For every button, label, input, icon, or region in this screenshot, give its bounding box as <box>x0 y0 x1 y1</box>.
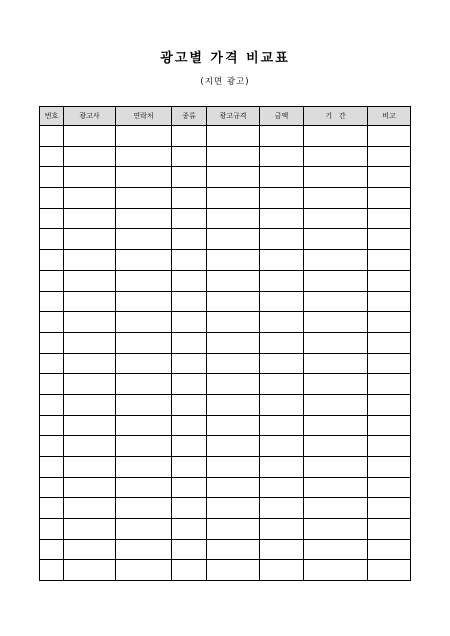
table-cell[interactable] <box>64 291 116 312</box>
table-cell[interactable] <box>40 498 64 519</box>
table-cell[interactable] <box>116 436 172 457</box>
table-cell[interactable] <box>368 415 411 436</box>
table-cell[interactable] <box>64 436 116 457</box>
table-cell[interactable] <box>40 477 64 498</box>
table-cell[interactable] <box>172 519 207 540</box>
table-cell[interactable] <box>64 312 116 333</box>
table-cell[interactable] <box>64 498 116 519</box>
table-cell[interactable] <box>116 353 172 374</box>
table-cell[interactable] <box>40 415 64 436</box>
table-cell[interactable] <box>368 560 411 581</box>
table-row <box>40 208 411 229</box>
table-cell[interactable] <box>260 332 304 353</box>
table-cell[interactable] <box>40 312 64 333</box>
table-cell[interactable] <box>172 498 207 519</box>
table-cell[interactable] <box>207 477 260 498</box>
table-cell[interactable] <box>116 208 172 229</box>
table-header-row <box>40 107 411 126</box>
table-cell[interactable] <box>40 374 64 395</box>
table-cell[interactable] <box>368 188 411 209</box>
table-cell[interactable] <box>172 250 207 271</box>
table-cell[interactable] <box>260 188 304 209</box>
table-cell[interactable] <box>172 374 207 395</box>
table-cell[interactable] <box>207 457 260 478</box>
table-cell[interactable] <box>207 498 260 519</box>
document-title: 광고별 가격 비교표 <box>160 51 290 66</box>
table-row <box>40 477 411 498</box>
table-cell[interactable] <box>260 291 304 312</box>
table-cell[interactable] <box>40 270 64 291</box>
table-cell[interactable] <box>172 353 207 374</box>
table-cell[interactable] <box>40 188 64 209</box>
table-cell[interactable] <box>368 167 411 188</box>
table-cell[interactable] <box>172 436 207 457</box>
table-cell[interactable] <box>304 188 368 209</box>
table-cell[interactable] <box>64 519 116 540</box>
table-cell[interactable] <box>304 250 368 271</box>
table-cell[interactable] <box>304 270 368 291</box>
table-cell[interactable] <box>368 477 411 498</box>
table-cell[interactable] <box>368 208 411 229</box>
table-cell[interactable] <box>207 394 260 415</box>
table-cell[interactable] <box>116 332 172 353</box>
table-row <box>40 394 411 415</box>
table-row <box>40 374 411 395</box>
table-cell[interactable] <box>260 436 304 457</box>
table-cell[interactable] <box>304 374 368 395</box>
table-cell[interactable] <box>116 291 172 312</box>
table-cell[interactable] <box>207 539 260 560</box>
table-cell[interactable] <box>304 167 368 188</box>
table-cell[interactable] <box>260 312 304 333</box>
table-cell[interactable] <box>64 188 116 209</box>
table-cell[interactable] <box>368 229 411 250</box>
table-cell[interactable] <box>207 146 260 167</box>
table-cell[interactable] <box>304 560 368 581</box>
table-cell[interactable] <box>116 539 172 560</box>
table-row <box>40 415 411 436</box>
table-cell[interactable] <box>40 250 64 271</box>
table-cell[interactable] <box>64 457 116 478</box>
table-row <box>40 270 411 291</box>
table-cell[interactable] <box>64 415 116 436</box>
table-row <box>40 167 411 188</box>
table-cell[interactable] <box>116 519 172 540</box>
table-cell[interactable] <box>304 394 368 415</box>
table-cell[interactable] <box>64 229 116 250</box>
table-cell[interactable] <box>40 332 64 353</box>
table-cell[interactable] <box>172 291 207 312</box>
table-cell[interactable] <box>116 374 172 395</box>
table-cell[interactable] <box>368 312 411 333</box>
table-cell[interactable] <box>304 457 368 478</box>
table-cell[interactable] <box>116 146 172 167</box>
table-cell[interactable] <box>304 353 368 374</box>
table-cell[interactable] <box>172 167 207 188</box>
header-amount: 금액 <box>260 107 304 126</box>
table-cell[interactable] <box>207 560 260 581</box>
table-cell[interactable] <box>368 270 411 291</box>
table-cell[interactable] <box>116 250 172 271</box>
table-cell[interactable] <box>172 539 207 560</box>
table-cell[interactable] <box>368 457 411 478</box>
table-cell[interactable] <box>368 394 411 415</box>
table-cell[interactable] <box>172 415 207 436</box>
table-cell[interactable] <box>40 167 64 188</box>
table-cell[interactable] <box>368 519 411 540</box>
table-cell[interactable] <box>64 353 116 374</box>
table-row <box>40 312 411 333</box>
table-cell[interactable] <box>304 539 368 560</box>
table-cell[interactable] <box>368 374 411 395</box>
table-cell[interactable] <box>64 146 116 167</box>
table-cell[interactable] <box>172 188 207 209</box>
table-cell[interactable] <box>64 539 116 560</box>
table-cell[interactable] <box>260 229 304 250</box>
table-row <box>40 188 411 209</box>
table-row <box>40 146 411 167</box>
table-row <box>40 126 411 147</box>
table-cell[interactable] <box>260 498 304 519</box>
table-cell[interactable] <box>64 270 116 291</box>
table-cell[interactable] <box>207 436 260 457</box>
comparison-table <box>39 106 411 581</box>
table-cell[interactable] <box>368 436 411 457</box>
table-cell[interactable] <box>207 291 260 312</box>
header-type: 종류 <box>172 107 207 126</box>
table-row <box>40 250 411 271</box>
table-cell[interactable] <box>64 167 116 188</box>
table-cell[interactable] <box>40 126 64 147</box>
table-cell[interactable] <box>368 539 411 560</box>
table-cell[interactable] <box>260 126 304 147</box>
table-cell[interactable] <box>207 374 260 395</box>
table-cell[interactable] <box>64 560 116 581</box>
table-cell[interactable] <box>40 394 64 415</box>
table-cell[interactable] <box>116 167 172 188</box>
table-row <box>40 353 411 374</box>
table-cell[interactable] <box>368 332 411 353</box>
table-cell[interactable] <box>304 498 368 519</box>
table-cell[interactable] <box>40 560 64 581</box>
table-cell[interactable] <box>304 291 368 312</box>
table-cell[interactable] <box>368 353 411 374</box>
table-cell[interactable] <box>368 250 411 271</box>
table-cell[interactable] <box>64 250 116 271</box>
table-cell[interactable] <box>207 415 260 436</box>
table-cell[interactable] <box>207 229 260 250</box>
table-cell[interactable] <box>207 519 260 540</box>
table-cell[interactable] <box>40 208 64 229</box>
table-cell[interactable] <box>260 146 304 167</box>
table-cell[interactable] <box>260 167 304 188</box>
header-contact: 연락처 <box>116 107 172 126</box>
table-cell[interactable] <box>304 312 368 333</box>
table-cell[interactable] <box>64 477 116 498</box>
table-cell[interactable] <box>260 477 304 498</box>
table-row <box>40 457 411 478</box>
header-advertiser: 광고사 <box>64 107 116 126</box>
table-cell[interactable] <box>368 126 411 147</box>
table-cell[interactable] <box>40 146 64 167</box>
table-cell[interactable] <box>172 457 207 478</box>
table-cell[interactable] <box>304 436 368 457</box>
table-cell[interactable] <box>368 291 411 312</box>
table-row <box>40 291 411 312</box>
table-row <box>40 539 411 560</box>
table-row <box>40 560 411 581</box>
table-row <box>40 332 411 353</box>
table-cell[interactable] <box>207 270 260 291</box>
table-cell[interactable] <box>368 146 411 167</box>
table-cell[interactable] <box>116 270 172 291</box>
table-cell[interactable] <box>40 539 64 560</box>
table-cell[interactable] <box>116 498 172 519</box>
table-cell[interactable] <box>40 457 64 478</box>
table-cell[interactable] <box>207 312 260 333</box>
table-cell[interactable] <box>260 353 304 374</box>
table-cell[interactable] <box>172 208 207 229</box>
table-cell[interactable] <box>116 229 172 250</box>
table-cell[interactable] <box>64 208 116 229</box>
table-cell[interactable] <box>260 208 304 229</box>
table-cell[interactable] <box>40 353 64 374</box>
table-cell[interactable] <box>64 394 116 415</box>
table-cell[interactable] <box>260 415 304 436</box>
table-cell[interactable] <box>116 394 172 415</box>
table-cell[interactable] <box>207 332 260 353</box>
table-cell[interactable] <box>260 457 304 478</box>
table-cell[interactable] <box>207 126 260 147</box>
table-cell[interactable] <box>116 188 172 209</box>
table-cell[interactable] <box>116 457 172 478</box>
table-cell[interactable] <box>260 270 304 291</box>
header-ad-size: 광고규격 <box>207 107 260 126</box>
table-cell[interactable] <box>40 229 64 250</box>
table-body <box>40 126 411 581</box>
header-remarks: 비고 <box>368 107 411 126</box>
table-cell[interactable] <box>260 539 304 560</box>
table-cell[interactable] <box>172 126 207 147</box>
table-row <box>40 519 411 540</box>
table-cell[interactable] <box>172 394 207 415</box>
table-row <box>40 498 411 519</box>
table-cell[interactable] <box>304 146 368 167</box>
table-cell[interactable] <box>40 519 64 540</box>
table-cell[interactable] <box>260 560 304 581</box>
table-cell[interactable] <box>172 146 207 167</box>
header-number: 번호 <box>40 107 64 126</box>
table-cell[interactable] <box>64 126 116 147</box>
table-cell[interactable] <box>260 519 304 540</box>
table-cell[interactable] <box>172 229 207 250</box>
table-cell[interactable] <box>172 477 207 498</box>
table-cell[interactable] <box>116 477 172 498</box>
table-cell[interactable] <box>304 126 368 147</box>
table-cell[interactable] <box>207 188 260 209</box>
table-cell[interactable] <box>116 126 172 147</box>
table-cell[interactable] <box>304 332 368 353</box>
table-cell[interactable] <box>260 250 304 271</box>
table-cell[interactable] <box>207 208 260 229</box>
table-cell[interactable] <box>304 519 368 540</box>
table-cell[interactable] <box>304 415 368 436</box>
table-cell[interactable] <box>260 394 304 415</box>
table-cell[interactable] <box>40 291 64 312</box>
table-row <box>40 436 411 457</box>
table-cell[interactable] <box>304 477 368 498</box>
table-row <box>40 229 411 250</box>
table-cell[interactable] <box>207 353 260 374</box>
table-cell[interactable] <box>172 560 207 581</box>
table-cell[interactable] <box>64 374 116 395</box>
table-cell[interactable] <box>304 229 368 250</box>
table-cell[interactable] <box>368 498 411 519</box>
table-cell[interactable] <box>172 312 207 333</box>
table-cell[interactable] <box>172 332 207 353</box>
table-cell[interactable] <box>40 436 64 457</box>
table-cell[interactable] <box>260 374 304 395</box>
table-cell[interactable] <box>172 270 207 291</box>
header-period: 기 간 <box>304 107 368 126</box>
table-cell[interactable] <box>116 312 172 333</box>
table-cell[interactable] <box>207 167 260 188</box>
table-cell[interactable] <box>116 560 172 581</box>
table-cell[interactable] <box>64 332 116 353</box>
table-cell[interactable] <box>207 250 260 271</box>
table-cell[interactable] <box>304 208 368 229</box>
table-cell[interactable] <box>116 415 172 436</box>
document-subtitle: (지면 광고) <box>200 77 250 87</box>
